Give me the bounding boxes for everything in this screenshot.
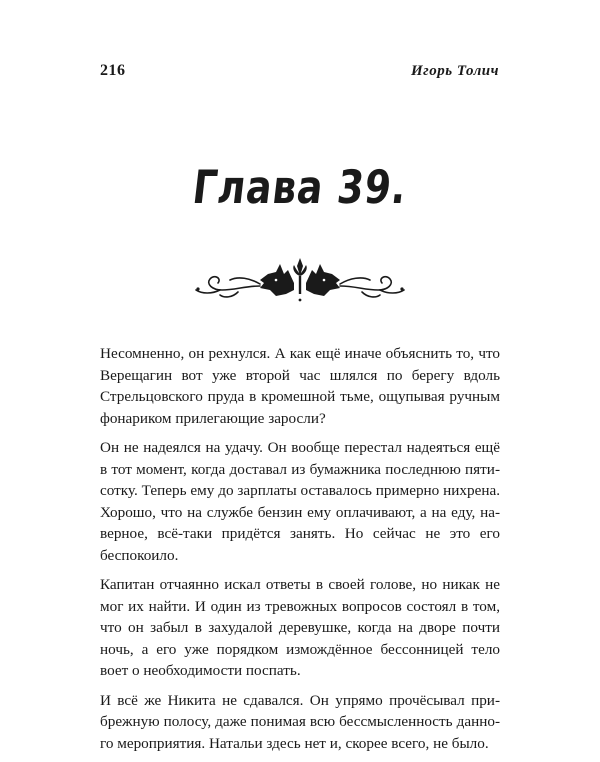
- body-text: [100, 343, 500, 762]
- paragraph: Капитан отчаянно искал ответы в своей голове, но никак не мог их найти. И один из тревожных вопросов состоял в том, что он забыл в захудалой деревушке, когда на дворе почти ночь, а его уже порядком измождённое бессонницей тело воет о необходимости поспать.: [100, 576, 500, 679]
- twin-wolves-flourish-icon: [190, 250, 410, 310]
- paragraph: Несомненно, он рехнулся. А как ещё иначе объяснить то, что Верещагин вот уже второй час шлялся по берегу вдоль Стрельцовского пруда в кромешной тьме, ощупывая ручным фонариком прилегающие заросли?: [100, 345, 500, 427]
- paragraph: Он не надеялся на удачу. Он вообще перестал надеяться ещё в тот момент, когда доставал из бумажника последнюю пятисотку. Теперь ему до зарплаты оставалось примерно нихрена. Хорошо, что на службе бензин ему оплачивают, а на еду, наверное, всё-таки придётся занять. Но сейчас не это его беспокоило.: [100, 439, 500, 564]
- paragraph: И всё же Никита не сдавался. Он упрямо прочёсывал прибрежную полосу, даже понимая всю бессмысленность данного мероприятия. Натальи здесь нет и, скорее всего, не было.: [100, 691, 500, 752]
- chapter-title: Глава 39.: [189, 160, 410, 214]
- page-number: 216: [100, 62, 126, 79]
- running-head-author: Игорь Толич: [411, 63, 499, 79]
